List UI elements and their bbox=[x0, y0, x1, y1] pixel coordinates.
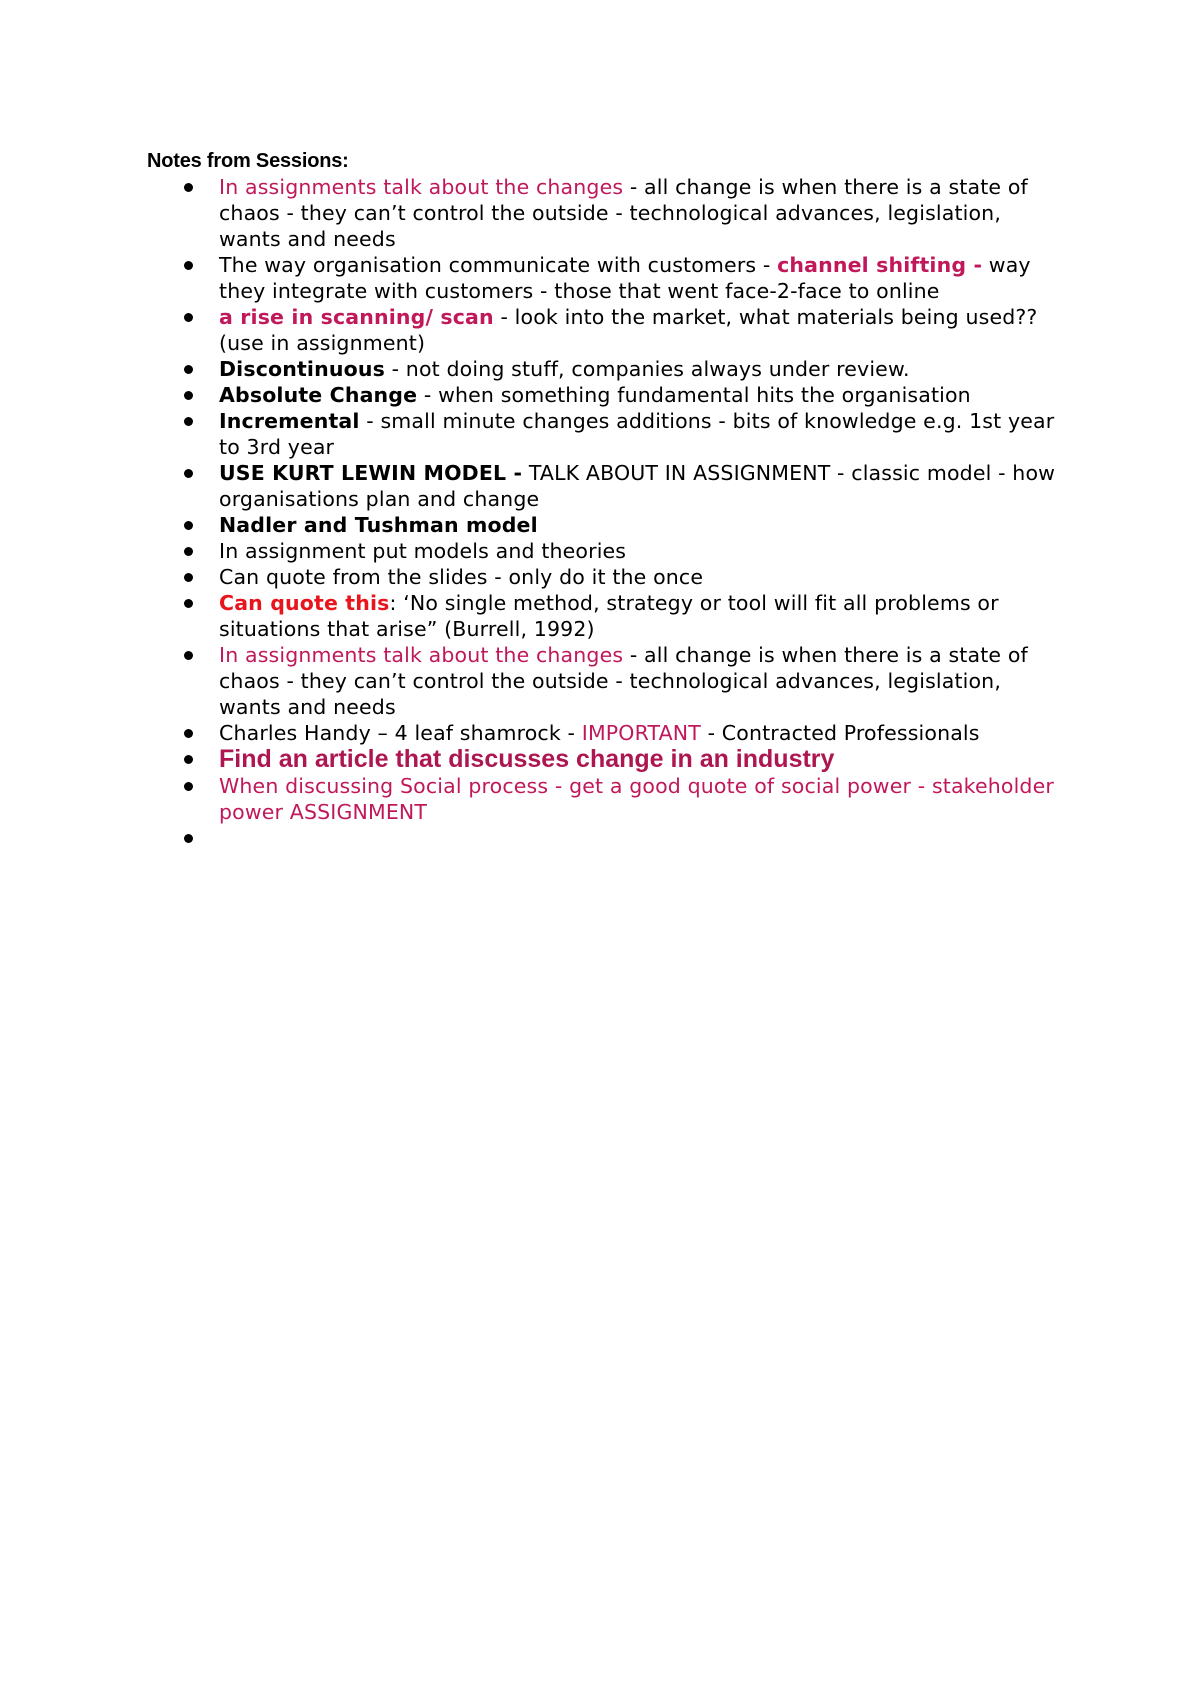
bullet-icon bbox=[184, 183, 193, 192]
item-text: - small minute changes additions - bits of knowledge e.g. 1st year to 3rd year bbox=[219, 409, 1055, 459]
bullet-icon bbox=[184, 417, 193, 426]
item-text: way they integrate with customers - those that went face-2-face to online bbox=[219, 253, 1031, 303]
bullet-icon bbox=[184, 547, 193, 556]
bullet-icon bbox=[184, 782, 193, 791]
notes-content bbox=[147, 148, 1067, 853]
item-text: : ‘No single method, strategy or tool will fit all problems or situations that arise” (Burrell, 1992) bbox=[219, 591, 999, 641]
bullet-icon bbox=[184, 521, 193, 530]
bold-term: USE KURT LEWIN MODEL - bbox=[219, 461, 523, 485]
highlight-text: a rise in scanning/ scan bbox=[219, 305, 494, 329]
bold-term: Nadler and Tushman model bbox=[219, 513, 538, 537]
item-text: - Contracted Professionals bbox=[700, 721, 980, 745]
list-item bbox=[147, 512, 1067, 538]
list-item bbox=[147, 564, 1067, 590]
list-item bbox=[147, 252, 1067, 304]
item-text: - not doing stuff, companies always under review. bbox=[384, 357, 910, 381]
list-item bbox=[147, 460, 1067, 512]
bold-term: Discontinuous bbox=[219, 357, 385, 381]
item-text: Can quote from the slides - only do it the once bbox=[219, 565, 704, 589]
highlight-text: In assignments talk about the changes bbox=[219, 643, 624, 667]
item-text: - when something fundamental hits the organisation bbox=[417, 383, 971, 407]
bullet-icon bbox=[184, 599, 193, 608]
list-item bbox=[147, 304, 1067, 356]
list-item bbox=[147, 538, 1067, 564]
item-text: Charles Handy – 4 leaf shamrock - bbox=[219, 721, 582, 745]
highlight-text: In assignments talk about the changes bbox=[219, 175, 624, 199]
highlight-text: When discussing Social process - get a good quote of social power - stakeholder power ASSIGNMENT bbox=[219, 774, 1054, 824]
item-text: - all change is when there is a state of chaos - they can’t control the outside - technological advances, legislation, wants and needs bbox=[219, 643, 1028, 719]
bullet-icon bbox=[184, 261, 193, 270]
bullet-icon bbox=[184, 573, 193, 582]
item-text: - all change is when there is a state of chaos - they can’t control the outside - technological advances, legislation, wants and needs bbox=[219, 175, 1028, 251]
list-item bbox=[147, 773, 1067, 825]
list-item bbox=[147, 746, 1067, 773]
list-item bbox=[147, 642, 1067, 720]
list-item bbox=[147, 382, 1067, 408]
bullet-icon bbox=[184, 391, 193, 400]
highlight-text: Can quote this bbox=[219, 591, 390, 615]
bullet-icon bbox=[184, 755, 193, 764]
highlight-text: Find an article that discusses change in an industry bbox=[219, 745, 835, 773]
highlight-text: IMPORTANT bbox=[581, 721, 701, 745]
list-item-empty bbox=[147, 825, 1067, 853]
item-text: In assignment put models and theories bbox=[219, 539, 627, 563]
list-item bbox=[147, 720, 1067, 746]
item-text: The way organisation communicate with customers - bbox=[219, 253, 778, 277]
item-text: TALK ABOUT IN ASSIGNMENT - classic model - how organisations plan and change bbox=[219, 461, 1056, 511]
list-item bbox=[147, 174, 1067, 252]
bullet-icon bbox=[184, 729, 193, 738]
page-title: Notes from Sessions: bbox=[147, 150, 349, 172]
bullet-icon bbox=[184, 469, 193, 478]
bullet-icon bbox=[184, 651, 193, 660]
list-item bbox=[147, 356, 1067, 382]
bullet-icon bbox=[184, 313, 193, 322]
highlight-text: channel shifting - bbox=[777, 253, 983, 277]
bold-term: Incremental bbox=[219, 409, 360, 433]
bold-term: Absolute Change bbox=[219, 383, 418, 407]
notes-list bbox=[147, 174, 1067, 853]
list-item bbox=[147, 590, 1067, 642]
item-text: - look into the market, what materials being used?? (use in assignment) bbox=[219, 305, 1038, 355]
list-item bbox=[147, 408, 1067, 460]
bullet-icon bbox=[184, 365, 193, 374]
bullet-icon bbox=[184, 834, 193, 843]
